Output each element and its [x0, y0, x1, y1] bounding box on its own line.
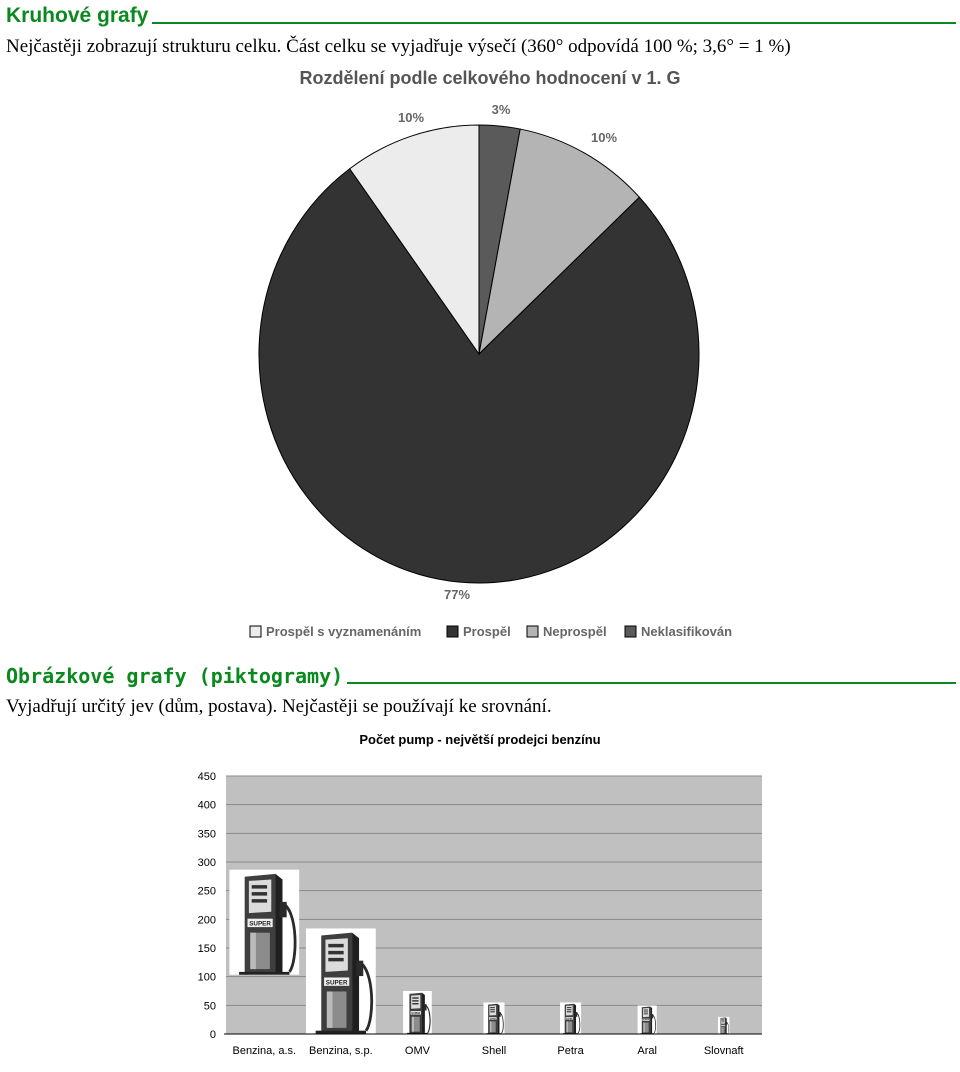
y-tick-label: 100	[197, 971, 216, 984]
section-paragraph-pie: Nejčastěji zobrazují strukturu celku. Část celku se vyjadřuje výsečí (360° odpovídá 100 %; 3,6° = 1 %)	[6, 36, 791, 57]
fuel-pump-icon	[718, 1017, 729, 1034]
section-heading-pie	[6, 4, 956, 28]
legend-swatch	[447, 626, 458, 637]
y-tick-label: 300	[197, 857, 216, 869]
fuel-pump-icon	[483, 1002, 504, 1034]
legend-swatch	[250, 626, 261, 637]
section-heading-pictogram	[6, 664, 956, 688]
section-heading-pie-text: Kruhové grafy	[6, 4, 149, 27]
fuel-pump-icon	[638, 1005, 657, 1034]
pie-chart-title: Rozdělení podle celkového hodnocení v 1. G	[299, 68, 681, 88]
heading-rule	[347, 682, 956, 684]
pie-slice-label: 10%	[590, 130, 618, 145]
y-tick-label: 450	[197, 771, 216, 783]
y-tick-label: 250	[197, 885, 216, 898]
x-tick-label: Benzina, a.s.	[232, 1045, 297, 1057]
y-tick-label: 0	[209, 1029, 216, 1041]
pie-slice-label: 10%	[397, 110, 425, 125]
legend-label: Prospěl s vyznamenáním	[266, 624, 422, 639]
fuel-pump-icon	[229, 870, 299, 975]
x-tick-label: OMV	[404, 1045, 430, 1057]
legend-label: Neklasifikován	[641, 624, 733, 639]
legend-label: Prospěl	[463, 624, 511, 639]
bar-chart-title: Počet pump - největší prodejci benzínu	[359, 732, 601, 747]
legend-swatch	[625, 626, 636, 637]
section-paragraph-pictogram: Vyjadřují určitý jev (dům, postava). Nejčastěji se používají ke srovnání.	[6, 696, 552, 717]
x-tick-label: Benzina, s.p.	[309, 1045, 373, 1057]
x-tick-label: Aral	[637, 1045, 657, 1057]
x-tick-label: Petra	[557, 1045, 584, 1057]
pie-slice-label: 77%	[443, 587, 471, 602]
pie-chart	[0, 62, 960, 662]
x-tick-label: Shell	[481, 1045, 507, 1057]
y-tick-label: 50	[203, 1000, 216, 1013]
y-tick-label: 350	[197, 828, 216, 841]
legend-swatch	[527, 626, 538, 637]
y-tick-label: 150	[197, 943, 216, 955]
pie-slice-label: 3%	[491, 102, 511, 117]
fuel-pump-icon	[306, 928, 376, 1033]
x-tick-label: Slovnaft	[703, 1045, 744, 1057]
y-tick-label: 400	[197, 799, 216, 812]
fuel-pump-icon	[403, 991, 432, 1034]
heading-rule	[152, 22, 956, 24]
fuel-pump-icon	[560, 1002, 581, 1034]
y-tick-label: 200	[197, 914, 216, 927]
legend-label: Neprospěl	[543, 624, 607, 639]
section-heading-pictogram-text: Obrázkové grafy (piktogramy)	[6, 664, 344, 688]
pictogram-bar-chart	[0, 722, 960, 1072]
